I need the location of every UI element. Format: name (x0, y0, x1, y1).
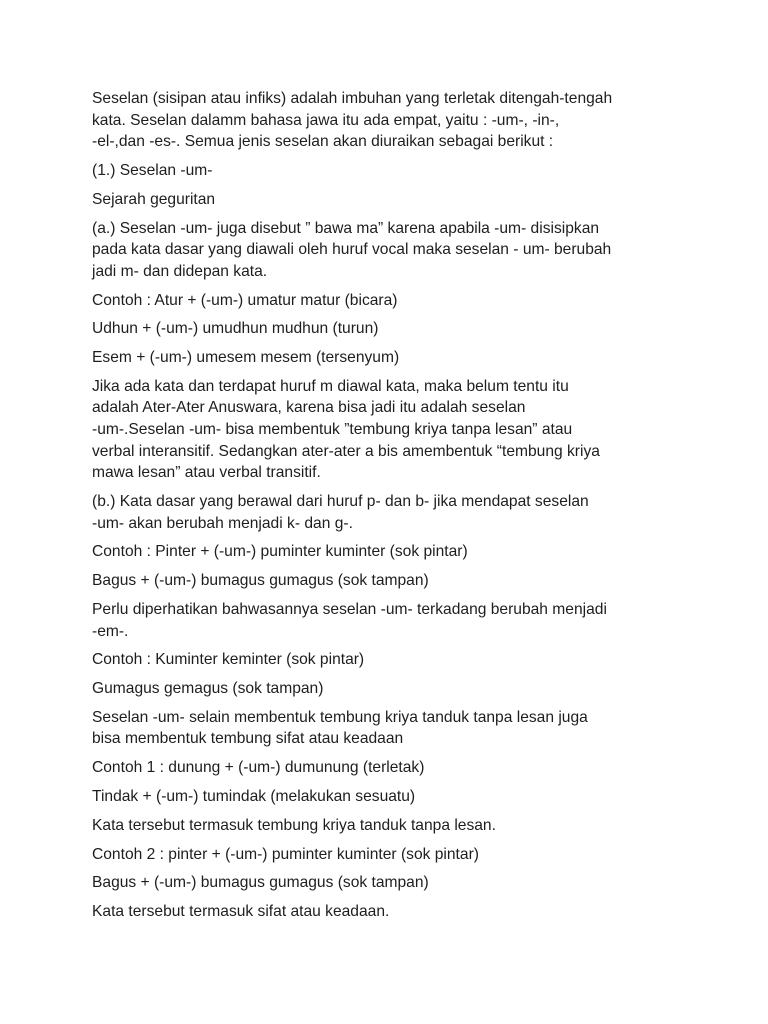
example-line: Contoh 1 : dunung + (-um-) dumunung (terletak) (92, 759, 425, 777)
example-line: Udhun + (-um-) umudhun mudhun (turun) (92, 320, 379, 338)
example-line: Tindak + (-um-) tumindak (melakukan sesuatu) (92, 788, 416, 806)
text-line: bisa membentuk tembung sifat atau keadaan (92, 730, 404, 748)
text-line: Seselan -um- selain membentuk tembung kriya tanduk tanpa lesan juga (92, 708, 588, 726)
example-line: Contoh : Kuminter keminter (sok pintar) (92, 651, 365, 669)
example-line: Bagus + (-um-) bumagus gumagus (sok tampan) (92, 572, 429, 590)
paragraph (92, 541, 692, 563)
paragraph (92, 599, 692, 642)
text-line: kata. Seselan dalamm bahasa jawa itu ada empat, yaitu : -um-, -in-, (92, 111, 560, 129)
paragraph (92, 872, 692, 894)
paragraph (92, 844, 692, 866)
text-line: verbal interansitif. Sedangkan ater-ater a bis amembentuk “tembung kriya (92, 442, 600, 460)
paragraph (92, 678, 692, 700)
paragraph (92, 189, 692, 211)
text-line: -um-.Seselan -um- bisa membentuk ”tembung kriya tanpa lesan” atau (92, 421, 573, 439)
text-line: Sejarah geguritan (92, 190, 216, 208)
paragraph (92, 491, 692, 534)
paragraph (92, 347, 692, 369)
text-line: (a.) Seselan -um- juga disebut ” bawa ma” karena apabila -um- disisipkan (92, 219, 600, 237)
text-line: Perlu diperhatikan bahwasannya seselan -um- terkadang berubah menjadi (92, 600, 607, 618)
example-line: Gumagus gemagus (sok tampan) (92, 680, 324, 698)
paragraph (92, 318, 692, 340)
text-line: jadi m- dan didepan kata. (92, 262, 268, 280)
example-line: Contoh 2 : pinter + (-um-) puminter kuminter (sok pintar) (92, 845, 479, 863)
paragraph (92, 707, 692, 750)
example-line: Esem + (-um-) umesem mesem (tersenyum) (92, 349, 400, 367)
example-line: Contoh : Pinter + (-um-) puminter kuminter (sok pintar) (92, 543, 468, 561)
text-line: Jika ada kata dan terdapat huruf m diawal kata, maka belum tentu itu (92, 377, 569, 395)
paragraph (92, 757, 692, 779)
example-line: Bagus + (-um-) bumagus gumagus (sok tampan) (92, 874, 429, 892)
paragraph (92, 570, 692, 592)
section-heading: (1.) Seselan -um- (92, 161, 213, 179)
paragraph (92, 786, 692, 808)
text-line: (b.) Kata dasar yang berawal dari huruf p- dan b- jika mendapat seselan (92, 493, 589, 510)
paragraph (92, 160, 692, 182)
paragraph (92, 290, 692, 312)
text-line: Kata tersebut termasuk sifat atau keadaan. (92, 903, 390, 921)
paragraph (92, 649, 692, 671)
text-line: mawa lesan” atau verbal transitif. (92, 464, 321, 482)
text-line: -um- akan berubah menjadi k- dan g-. (92, 514, 353, 532)
text-line: -el-,dan -es-. Semua jenis seselan akan diuraikan sebagai berikut : (92, 133, 554, 151)
paragraph (92, 88, 692, 153)
paragraph (92, 901, 692, 923)
paragraph (92, 376, 692, 484)
text-line: pada kata dasar yang diawali oleh huruf vocal maka seselan - um- berubah (92, 241, 612, 259)
text-line: Seselan (sisipan atau infiks) adalah imbuhan yang terletak ditengah-tengah (92, 90, 613, 107)
paragraph (92, 218, 692, 283)
paragraph (92, 815, 692, 837)
text-line: -em-. (92, 622, 129, 640)
text-line: Kata tersebut termasuk tembung kriya tanduk tanpa lesan. (92, 816, 496, 834)
text-line: adalah Ater-Ater Anuswara, karena bisa jadi itu adalah seselan (92, 399, 526, 417)
example-line: Contoh : Atur + (-um-) umatur matur (bicara) (92, 291, 398, 309)
document-body (92, 88, 692, 930)
